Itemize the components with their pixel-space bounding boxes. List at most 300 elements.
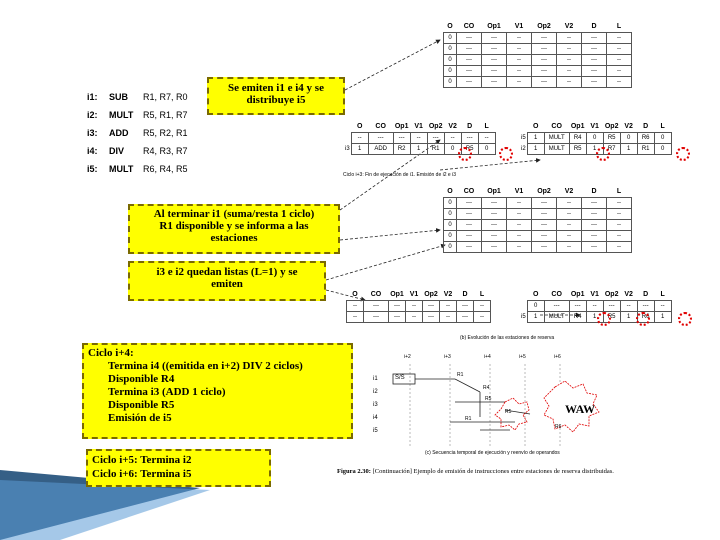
table-cell: --- bbox=[457, 55, 482, 66]
table-cell: --- bbox=[482, 33, 507, 44]
note-cycle-4-line: Termina i4 ((emitida en i+2) DIV 2 ciclos) bbox=[108, 360, 303, 372]
column-header: Op1 bbox=[390, 290, 404, 298]
column-header: CO bbox=[463, 187, 475, 195]
row-label bbox=[520, 301, 527, 312]
table-row bbox=[444, 66, 632, 77]
table-cell: --- bbox=[482, 231, 507, 242]
highlight-circle bbox=[499, 147, 513, 161]
table-cell: --- bbox=[582, 55, 607, 66]
figure-caption bbox=[337, 468, 614, 475]
table-cell: 0 bbox=[444, 231, 457, 242]
column-header: L bbox=[616, 22, 622, 30]
table-cell: -- bbox=[607, 66, 632, 77]
highlight-circle bbox=[676, 147, 690, 161]
table-cell: --- bbox=[532, 231, 557, 242]
column-header: Op1 bbox=[570, 290, 585, 298]
table-cell: --- bbox=[457, 66, 482, 77]
table-cell: -- bbox=[440, 312, 457, 323]
table-cell: --- bbox=[637, 301, 654, 312]
column-header: Op2 bbox=[537, 22, 551, 30]
table-cell: --- bbox=[389, 301, 406, 312]
table-cell: --- bbox=[582, 33, 607, 44]
column-header: D bbox=[591, 187, 597, 195]
figure-caption-number: Figura 2.30: bbox=[337, 468, 371, 475]
table-cell: -- bbox=[607, 44, 632, 55]
column-header: CO bbox=[551, 122, 562, 130]
table-cell: --- bbox=[457, 33, 482, 44]
column-header: L bbox=[660, 290, 665, 298]
table-cell: -- bbox=[607, 209, 632, 220]
table-cell: -- bbox=[557, 198, 582, 209]
table-cell: --- bbox=[532, 44, 557, 55]
table-cell: -- bbox=[557, 55, 582, 66]
column-header: V1 bbox=[590, 122, 599, 130]
table-cell: -- bbox=[507, 77, 532, 88]
column-header: CO bbox=[370, 290, 382, 298]
table-row bbox=[444, 44, 632, 55]
column-header: V2 bbox=[564, 22, 574, 30]
note-cycle-4-line: Disponible R4 bbox=[108, 373, 175, 385]
table-cell: R4 bbox=[569, 133, 586, 144]
table-cell: MULT bbox=[544, 312, 569, 323]
reservation-table-top bbox=[443, 20, 632, 88]
table-row bbox=[520, 301, 671, 312]
table-cell: 1 bbox=[620, 144, 637, 155]
table-cell: --- bbox=[457, 231, 482, 242]
table-cell: 0 bbox=[586, 133, 603, 144]
table-row bbox=[344, 301, 491, 312]
reservation-table-mid-left bbox=[344, 120, 496, 155]
table-cell: -- bbox=[507, 242, 532, 253]
table-cell: --- bbox=[482, 198, 507, 209]
table-row bbox=[444, 242, 632, 253]
instruction-row bbox=[87, 164, 188, 174]
column-header: D bbox=[643, 290, 649, 298]
table-cell: R5 bbox=[461, 144, 478, 155]
highlight-circle bbox=[636, 312, 650, 326]
timeline-row-label: i1 bbox=[373, 376, 378, 382]
table-cell: -- bbox=[557, 242, 582, 253]
timeline-label: R1 bbox=[465, 416, 472, 422]
column-header: V2 bbox=[448, 122, 457, 130]
table-cell: 0 bbox=[444, 144, 461, 155]
timeline-row-label: i5 bbox=[373, 428, 378, 434]
column-header: O bbox=[532, 122, 539, 130]
table-cell: --- bbox=[457, 198, 482, 209]
timeline-label: R5 bbox=[505, 409, 512, 415]
highlight-circle bbox=[596, 147, 610, 161]
timeline-cycle-label: i+2 bbox=[404, 354, 411, 360]
table-cell: 1 bbox=[527, 312, 544, 323]
table-cell: 0 bbox=[444, 33, 457, 44]
column-header: O bbox=[447, 187, 453, 195]
column-header: CO bbox=[375, 122, 386, 130]
instruction-row bbox=[87, 92, 188, 102]
instruction-operands: R5, R1, R7 bbox=[143, 110, 188, 120]
table-cell: --- bbox=[582, 198, 607, 209]
table-cell: --- bbox=[544, 301, 569, 312]
column-header: L bbox=[660, 122, 665, 130]
table-header-row bbox=[444, 185, 632, 198]
table-cell: --- bbox=[482, 77, 507, 88]
table-cell: -- bbox=[406, 301, 423, 312]
table-cell: --- bbox=[532, 77, 557, 88]
timeline-label: R4 bbox=[483, 385, 490, 391]
table-cell: --- bbox=[457, 301, 474, 312]
note-end-i1-line-1: Al terminar i1 (suma/resta 1 ciclo) bbox=[153, 208, 315, 220]
table-row bbox=[444, 209, 632, 220]
instruction-operands: R1, R7, R0 bbox=[143, 92, 188, 102]
table-cell: -- bbox=[654, 301, 671, 312]
table-cell: -- bbox=[507, 231, 532, 242]
reservation-table-center bbox=[443, 185, 632, 253]
note-cycle-6: Ciclo i+6: Termina i5 bbox=[92, 468, 192, 480]
table-cell: --- bbox=[532, 66, 557, 77]
table-cell: --- bbox=[461, 133, 478, 144]
table-row bbox=[444, 77, 632, 88]
instruction-label: i2: bbox=[87, 110, 98, 120]
column-header: L bbox=[479, 290, 485, 298]
table-cell: --- bbox=[368, 133, 393, 144]
caption-b: (b) Evolución de las estaciones de reserva bbox=[460, 335, 555, 341]
table-cell: --- bbox=[482, 242, 507, 253]
timeline-row-label: i4 bbox=[373, 415, 378, 421]
table-cell: --- bbox=[457, 312, 474, 323]
table-cell: 0 bbox=[444, 66, 457, 77]
instruction-operands: R6, R4, R5 bbox=[143, 164, 188, 174]
note-end-i1-line-2: R1 disponible y se informa a las bbox=[159, 220, 309, 232]
table-cell: --- bbox=[582, 77, 607, 88]
table-cell: --- bbox=[532, 220, 557, 231]
table-cell: -- bbox=[557, 66, 582, 77]
table-cell: R5 bbox=[603, 312, 620, 323]
timeline-cycle-label: i+3 bbox=[444, 354, 451, 360]
table-cell: 0 bbox=[527, 301, 544, 312]
table-cell: MULT bbox=[544, 133, 569, 144]
timeline-op-label: S/S bbox=[395, 375, 405, 381]
table-cell: 0 bbox=[444, 198, 457, 209]
note-cycle-4-line: Disponible R5 bbox=[108, 399, 175, 411]
table-header-row bbox=[444, 20, 632, 33]
row-label-header bbox=[520, 288, 527, 301]
table-row bbox=[444, 220, 632, 231]
note-end-i1 bbox=[128, 204, 340, 254]
instruction-operands: R5, R2, R1 bbox=[143, 128, 188, 138]
column-header: V2 bbox=[564, 187, 574, 195]
column-header: Op2 bbox=[604, 122, 619, 130]
column-header: V2 bbox=[624, 122, 633, 130]
timeline-label: R5 bbox=[485, 396, 492, 402]
table-cell: 0 bbox=[444, 77, 457, 88]
table-cell: -- bbox=[507, 198, 532, 209]
column-header: D bbox=[462, 290, 468, 298]
column-header: V2 bbox=[624, 290, 633, 298]
column-header: D bbox=[643, 122, 649, 130]
table-cell: --- bbox=[364, 312, 389, 323]
table-cell: -- bbox=[557, 33, 582, 44]
table-cell: R6 bbox=[637, 133, 654, 144]
arrow-emit-top bbox=[345, 40, 440, 90]
table-cell: ADD bbox=[368, 144, 393, 155]
column-header: O bbox=[352, 290, 358, 298]
table-row bbox=[344, 144, 495, 155]
arrow-ready bbox=[326, 245, 445, 280]
note-cycle-5-6 bbox=[86, 449, 271, 487]
table-cell: -- bbox=[586, 301, 603, 312]
table-header-row bbox=[520, 120, 671, 133]
column-header: V1 bbox=[409, 290, 419, 298]
table-cell: -- bbox=[440, 301, 457, 312]
table-cell: R5 bbox=[603, 133, 620, 144]
row-label: i5 bbox=[521, 135, 526, 141]
table-cell: MULT bbox=[544, 144, 569, 155]
table-cell: -- bbox=[620, 301, 637, 312]
column-header: O bbox=[356, 122, 363, 130]
table-cell: --- bbox=[364, 301, 389, 312]
table-cell: R6 bbox=[637, 312, 654, 323]
instruction-opcode: DIV bbox=[109, 146, 125, 156]
caption-cycle-i3: Ciclo i+3: Fin de ejecución de i1. Emisión de i2 e i3 bbox=[343, 172, 456, 178]
highlight-circle bbox=[458, 147, 472, 161]
instruction-row bbox=[87, 146, 188, 156]
table-cell: -- bbox=[507, 209, 532, 220]
column-header: CO bbox=[463, 22, 475, 30]
reservation-table-low-left bbox=[344, 288, 491, 323]
column-header: O bbox=[532, 290, 539, 298]
table-cell: -- bbox=[607, 231, 632, 242]
table-cell: -- bbox=[557, 209, 582, 220]
instruction-label: i1: bbox=[87, 92, 98, 102]
note-cycle-4 bbox=[82, 343, 353, 439]
table-cell: R4 bbox=[569, 312, 586, 323]
table-cell: -- bbox=[557, 77, 582, 88]
highlight-circle bbox=[678, 312, 692, 326]
table-cell: --- bbox=[393, 133, 410, 144]
table-cell: --- bbox=[569, 301, 586, 312]
column-header: Op2 bbox=[424, 290, 438, 298]
instruction-opcode: SUB bbox=[109, 92, 129, 102]
instruction-opcode: ADD bbox=[109, 128, 129, 138]
instruction-row bbox=[87, 128, 188, 138]
table-cell: --- bbox=[532, 55, 557, 66]
timeline-label: R6 bbox=[555, 424, 562, 430]
caption-c: (c) Secuencia temporal de ejecución y reenvío de operandos bbox=[425, 450, 560, 456]
timeline-cycle-label: i+4 bbox=[484, 354, 491, 360]
table-cell: --- bbox=[457, 220, 482, 231]
timeline-row-label: i3 bbox=[373, 402, 378, 408]
table-cell: -- bbox=[557, 44, 582, 55]
table-cell: -- bbox=[406, 312, 423, 323]
timeline-lines bbox=[365, 352, 715, 462]
table-cell: -- bbox=[351, 133, 368, 144]
table-cell: 1 bbox=[620, 312, 637, 323]
column-header: V1 bbox=[514, 187, 524, 195]
table-cell: -- bbox=[557, 220, 582, 231]
table-cell: 1 bbox=[586, 144, 603, 155]
table-cell: --- bbox=[482, 209, 507, 220]
table-cell: R7 bbox=[603, 144, 620, 155]
table-cell: -- bbox=[347, 301, 364, 312]
table-cell: --- bbox=[482, 66, 507, 77]
note-emit-line-1: Se emiten i1 e i4 y se bbox=[228, 82, 324, 94]
column-header: Op2 bbox=[604, 290, 619, 298]
table-cell: --- bbox=[423, 312, 440, 323]
table-cell: 0 bbox=[444, 209, 457, 220]
table-cell: --- bbox=[532, 209, 557, 220]
table-cell: --- bbox=[482, 55, 507, 66]
column-header: V1 bbox=[514, 22, 524, 30]
arrow-mid-right bbox=[440, 160, 540, 170]
waw-label: WAW bbox=[565, 402, 596, 416]
table-cell: 0 bbox=[478, 144, 495, 155]
table-cell: --- bbox=[482, 220, 507, 231]
table-cell: -- bbox=[507, 44, 532, 55]
note-emit-line-2: distribuye i5 bbox=[246, 94, 306, 106]
decorative-wedge-light bbox=[0, 480, 210, 540]
note-ready-line-1: i3 e i2 quedan listas (L=1) y se bbox=[156, 266, 298, 278]
table-cell: -- bbox=[347, 312, 364, 323]
table-cell: 0 bbox=[620, 133, 637, 144]
instruction-label: i3: bbox=[87, 128, 98, 138]
column-header: CO bbox=[551, 290, 562, 298]
table-cell: -- bbox=[410, 133, 427, 144]
table-cell: 0 bbox=[444, 242, 457, 253]
note-ready bbox=[128, 261, 326, 301]
table-cell: --- bbox=[603, 301, 620, 312]
table-cell: --- bbox=[582, 66, 607, 77]
instruction-row bbox=[87, 110, 188, 120]
table-cell: 1 bbox=[586, 312, 603, 323]
figure-caption-text: [Continuación] Ejemplo de emisión de instrucciones entre estaciones de reserva distribuidas. bbox=[372, 468, 614, 475]
row-label: i5 bbox=[521, 314, 526, 320]
note-cycle-5: Ciclo i+5: Termina i2 bbox=[92, 454, 192, 466]
column-header: V2 bbox=[443, 290, 453, 298]
table-cell: --- bbox=[389, 312, 406, 323]
column-header: V1 bbox=[590, 290, 599, 298]
column-header: D bbox=[591, 22, 597, 30]
table-cell: R5 bbox=[569, 144, 586, 155]
instruction-label: i4: bbox=[87, 146, 98, 156]
timeline-diagram bbox=[365, 352, 715, 462]
table-cell: R2 bbox=[393, 144, 410, 155]
table-cell: --- bbox=[582, 209, 607, 220]
table-cell: --- bbox=[427, 133, 444, 144]
table-cell: 1 bbox=[351, 144, 368, 155]
table-cell: -- bbox=[507, 33, 532, 44]
table-cell: --- bbox=[532, 242, 557, 253]
timeline-label: R1 bbox=[457, 372, 464, 378]
table-cell: 1 bbox=[527, 144, 544, 155]
table-cell: -- bbox=[444, 133, 461, 144]
instruction-opcode: MULT bbox=[109, 110, 134, 120]
table-cell: 0 bbox=[444, 44, 457, 55]
table-cell: --- bbox=[582, 231, 607, 242]
table-cell: -- bbox=[507, 66, 532, 77]
table-cell: 0 bbox=[444, 220, 457, 231]
table-cell: -- bbox=[607, 198, 632, 209]
table-row bbox=[520, 133, 671, 144]
column-header: Op1 bbox=[487, 22, 501, 30]
row-label bbox=[344, 133, 351, 144]
table-cell: -- bbox=[507, 220, 532, 231]
table-cell: --- bbox=[532, 198, 557, 209]
table-cell: -- bbox=[557, 231, 582, 242]
row-label: i3 bbox=[345, 146, 350, 152]
note-cycle-4-line: Emisión de i5 bbox=[108, 412, 172, 424]
note-emit bbox=[207, 77, 345, 115]
column-header: D bbox=[467, 122, 473, 130]
table-cell: --- bbox=[457, 77, 482, 88]
table-row bbox=[444, 231, 632, 242]
row-label: i2 bbox=[521, 146, 526, 152]
column-header: L bbox=[616, 187, 622, 195]
waw-burst-left bbox=[495, 398, 529, 430]
table-cell: -- bbox=[607, 33, 632, 44]
column-header: Op1 bbox=[394, 122, 409, 130]
note-cycle-4-title: Ciclo i+4: bbox=[88, 347, 134, 359]
column-header: V1 bbox=[414, 122, 423, 130]
column-header: L bbox=[484, 122, 489, 130]
table-cell: 1 bbox=[527, 133, 544, 144]
column-header: O bbox=[447, 22, 453, 30]
note-cycle-4-line: Termina i3 (ADD 1 ciclo) bbox=[108, 386, 226, 398]
table-cell: 0 bbox=[654, 133, 671, 144]
note-end-i1-line-3: estaciones bbox=[210, 232, 258, 244]
table-cell: --- bbox=[532, 33, 557, 44]
table-cell: 1 bbox=[654, 312, 671, 323]
table-cell: R1 bbox=[427, 144, 444, 155]
arrow-end-i1-center bbox=[340, 230, 440, 240]
table-cell: 0 bbox=[444, 55, 457, 66]
table-cell: --- bbox=[457, 242, 482, 253]
timeline-row-label: i2 bbox=[373, 389, 378, 395]
table-cell: -- bbox=[474, 301, 491, 312]
table-cell: --- bbox=[582, 220, 607, 231]
timeline-cycle-label: i+5 bbox=[519, 354, 526, 360]
table-cell: 0 bbox=[654, 144, 671, 155]
instruction-opcode: MULT bbox=[109, 164, 134, 174]
table-cell: -- bbox=[607, 77, 632, 88]
table-row bbox=[344, 312, 491, 323]
table-row bbox=[444, 198, 632, 209]
table-header-row bbox=[344, 120, 495, 133]
highlight-circle bbox=[597, 312, 611, 326]
table-cell: -- bbox=[507, 55, 532, 66]
table-header-row bbox=[520, 288, 671, 301]
table-row bbox=[444, 55, 632, 66]
table-header-row bbox=[344, 288, 491, 301]
column-header: Op1 bbox=[570, 122, 585, 130]
table-row bbox=[444, 33, 632, 44]
table-cell: -- bbox=[607, 55, 632, 66]
column-header: Op1 bbox=[487, 187, 501, 195]
table-cell: 1 bbox=[410, 144, 427, 155]
table-cell: -- bbox=[478, 133, 495, 144]
table-cell: --- bbox=[582, 242, 607, 253]
table-cell: -- bbox=[474, 312, 491, 323]
table-cell: --- bbox=[457, 44, 482, 55]
table-cell: --- bbox=[482, 44, 507, 55]
table-cell: --- bbox=[582, 44, 607, 55]
instruction-operands: R4, R3, R7 bbox=[143, 146, 188, 156]
instruction-label: i5: bbox=[87, 164, 98, 174]
table-cell: -- bbox=[607, 242, 632, 253]
table-cell: --- bbox=[423, 301, 440, 312]
column-header: Op2 bbox=[537, 187, 551, 195]
timeline-cycle-label: i+6 bbox=[554, 354, 561, 360]
note-ready-line-2: emiten bbox=[211, 278, 243, 290]
row-label-header bbox=[520, 120, 527, 133]
